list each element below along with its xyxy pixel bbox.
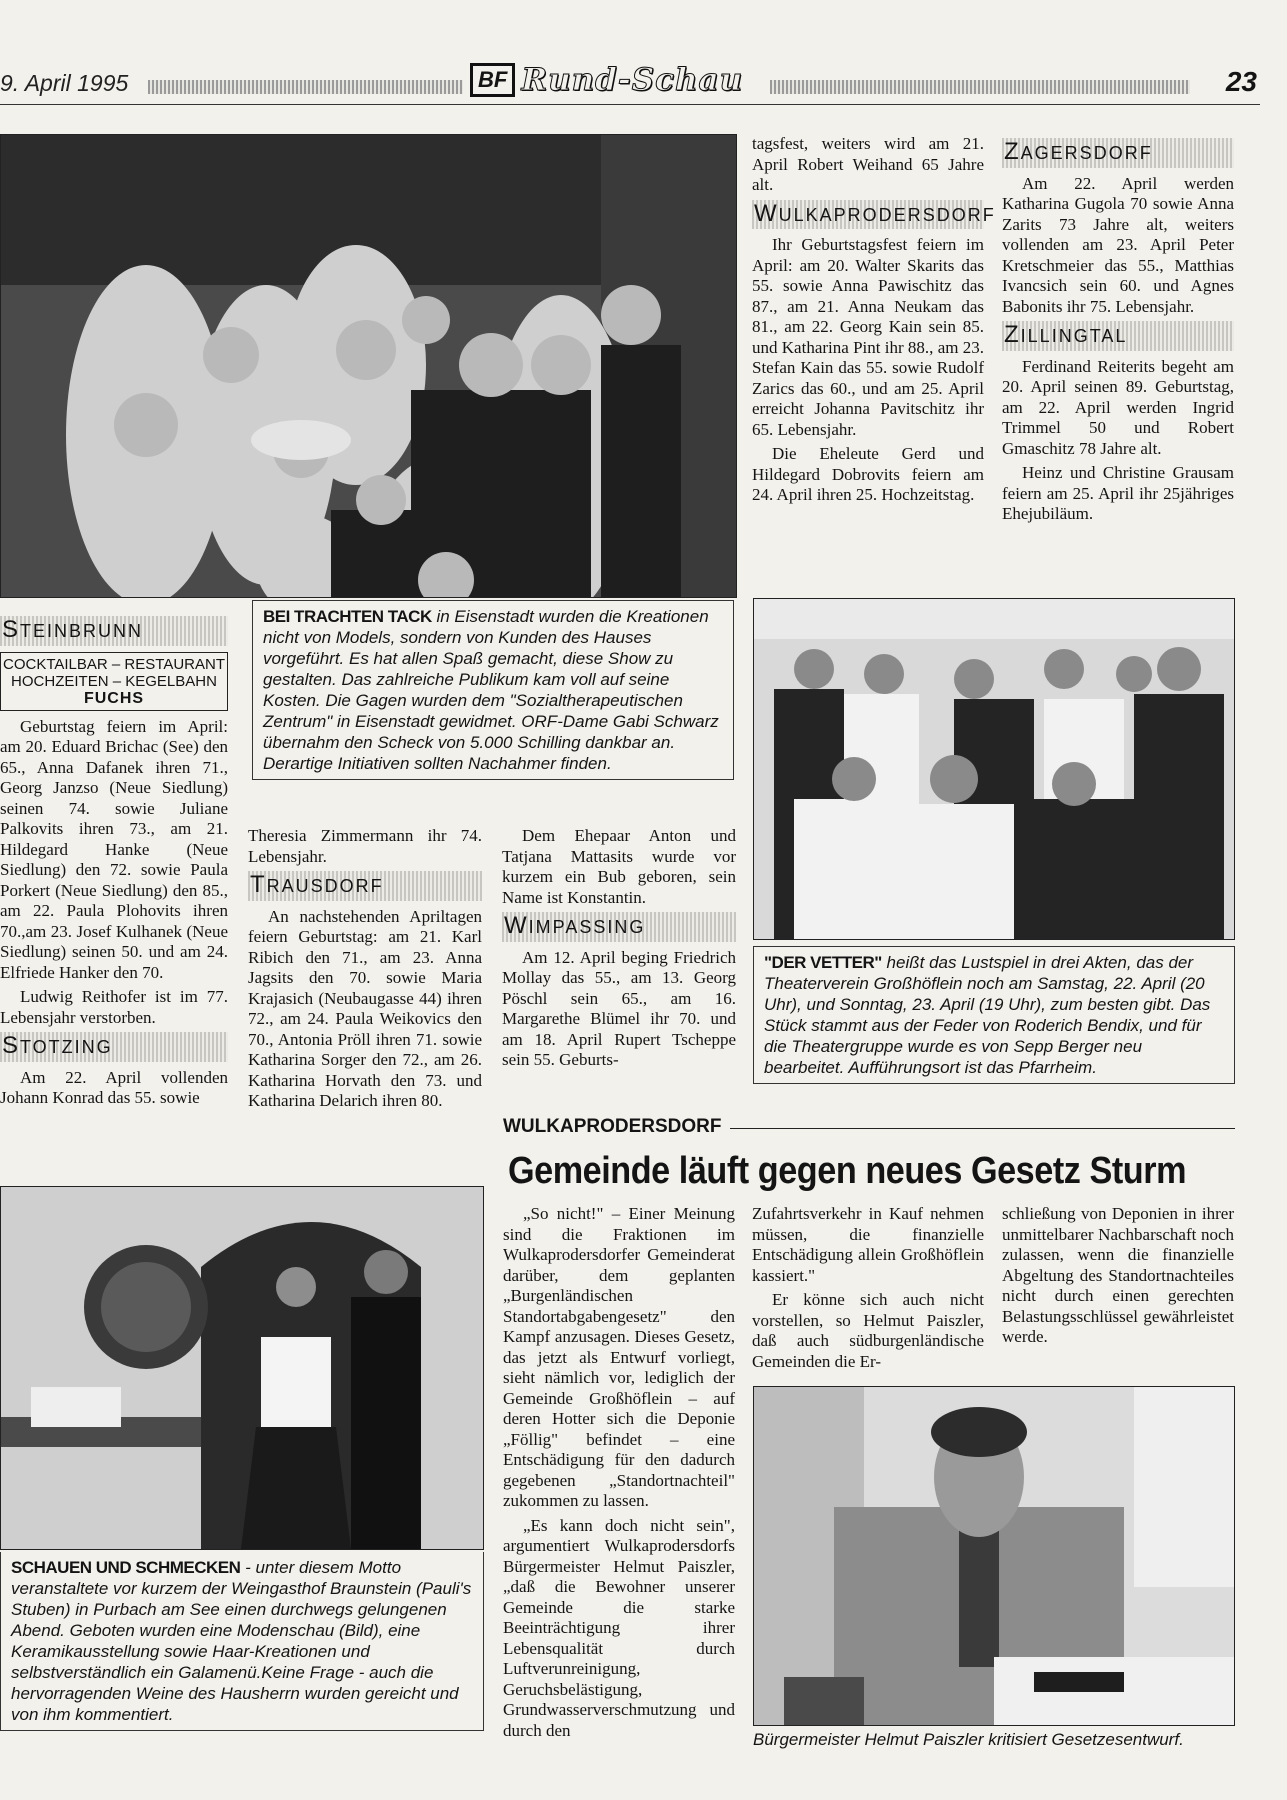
trachten-caption [252, 600, 734, 780]
rund-schau-title: Rund-Schau [521, 62, 744, 98]
header-rule-left [148, 80, 463, 94]
masthead-logo [470, 62, 743, 98]
bf-logo: BF [470, 63, 515, 97]
kicker-rule [730, 1128, 1235, 1129]
article-column-3 [1002, 1204, 1234, 1352]
article-column-2 [752, 1204, 984, 1376]
theater-group-photo [753, 598, 1235, 940]
section-heading-zagersdorf: ZAGERSDORF [1002, 138, 1234, 168]
zillingtal-birthdays: Ferdinand Reiterits begeht am 20. April seinen 89. Geburtstag, am 22. April werden Ingrid Trimmel 50 und Robert Gmaschitz 78 Jahre alt. [1002, 356, 1234, 458]
mayor-photo [753, 1386, 1235, 1726]
column-top-middle [752, 134, 996, 510]
vetter-caption-text: heißt das Lustspiel in drei Akten, das der Theaterverein Großhöflein noch am Samstag, 22. April (20 Uhr), und Sonntag, 23. April (19 Uhr), zum besten gibt. Das Stück stammt aus der Feder von Roderich Bendix, und für die Theatergruppe wurde es von Sepp Berger neu bearbeitet. Aufführungsort ist das Pfarrheim. [764, 953, 1211, 1077]
grausam-anniversary: Heinz und Christine Grausam feiern am 25. April ihr 25jähriges Ehejubiläum. [1002, 463, 1234, 523]
braunstein-caption [0, 1552, 484, 1731]
column-middle-2 [502, 826, 736, 1075]
page-number: 23 [1225, 66, 1257, 97]
vetter-caption-lead: "DER VETTER" [764, 953, 882, 972]
stotzing-birthdays: Am 22. April vollenden Johann Konrad das 55. sowie [0, 1067, 228, 1107]
trausdorf-birthdays: An nachstehenden Apriltagen feiern Geburtstag: am 21. Karl Ribich den 71., am 23. Anna Jagsits den 70. sowie Maria Krajasich (Neubaugasse 44) ihren 72., am 24. Paula Weikovics den 70., Antonia Pröll ihren 71. sowie Katharina Sorger den 72., am 26. Katharina Horvath den 73. und Katharina Delarich ihren 80. [248, 906, 482, 1110]
dobrovits-anniversary: Die Eheleute Gerd und Hildegard Dobrovits feiern am 24. April ihren 25. Hochzeitstag. [752, 444, 984, 504]
issue-date: 9. April 1995 [0, 70, 129, 96]
article-column-1 [503, 1204, 735, 1745]
column-left [0, 612, 228, 1113]
trachten-caption-lead: BEI TRACHTEN TACK [263, 607, 432, 626]
article-paragraph-3: Zufahrtsverkehr in Kauf nehmen müssen, die finanzielle Entschädigung allein Großhöflein kassiert." [752, 1204, 984, 1285]
braunstein-photo [0, 1186, 484, 1550]
section-heading-wulkaprodersdorf: WULKAPRODERSDORF [752, 200, 984, 230]
section-heading-steinbrunn: STEINBRUNN [0, 616, 228, 646]
article-paragraph-4: Er könne sich auch nicht vorstellen, so Helmut Paiszler, daß auch südburgenländische Gemeinden die Er- [752, 1290, 984, 1371]
mattasits-birth: Dem Ehepaar Anton und Tatjana Mattasits wurde vor kurzem ein Bub geboren, sein Name ist Konstantin. [502, 826, 736, 907]
article-paragraph-1: „So nicht!" – Einer Meinung sind die Fraktionen im Wulkaprodersdorfer Gemeinderat darüber, dem geplanten „Burgenländischen Standortabgabengesetz" den Kampf anzusagen. Dieses Gesetz, das jetzt als Entwurf vorliegt, sieht nämlich vor, lediglich der Gemeinde Großhöflein – auf deren Hotter sich die Deponie „Föllig" befindet – eine Entschädigung für den dadurch gegebenen „Standortnachteil" zukommen zu lassen. [503, 1204, 735, 1510]
mayor-photo-caption: Bürgermeister Helmut Paiszler kritisiert Gesetzesentwurf. [753, 1730, 1184, 1749]
steinbrunn-birthdays: Geburtstag feiern im April: am 20. Eduard Brichac (See) den 65., Anna Dafanek ihren 71., Georg Janzso (Neue Siedlung) seinen 74. sowie Juliane Palkovits ihren 73., am 21. Hildegard Hanke (Neue Siedlung) den 72. sowie Paula Porkert (Neue Siedlung) den 85., am 22. Paula Plohovits ihren 70.,am 23. Josef Kulhanek (Neue Siedlung) seinen 50. und am 24. Elfriede Hanker den 70. [0, 716, 228, 982]
section-heading-stotzing: STOTZING [0, 1032, 228, 1062]
column-top-right [1002, 134, 1234, 529]
wimpassing-birthdays: Am 12. April beging Friedrich Mollay das 55., am 13. Georg Pöschl sein 65., am 16. Margarethe Blümel ihr 70. und am 18. April Rupert Tscheppe sein 55. Geburts- [502, 947, 736, 1069]
ad-line-hochzeiten: HOCHZEITEN – KEGELBAHN [11, 672, 217, 690]
weihand-paragraph: tagsfest, weiters wird am 21. April Robert Weihand 65 Jahre alt. [752, 134, 984, 194]
section-heading-zillingtal: ZILLINGTAL [1002, 321, 1234, 351]
header-rule-right [770, 80, 1190, 94]
trachten-caption-text: in Eisenstadt wurden die Kreationen nicht von Models, sondern von Kunden des Hauses vorgeführt. Es hat allen Spaß gemacht, diese Show zu gestalten. Das zahlreiche Publikum kam voll auf seine Kosten. Die Gagen wurden dem "Sozialtherapeutischen Zentrum" in Eisenstadt gewidmet. ORF-Dame Gabi Schwarz übernahm den Scheck von 5.000 Schilling dankbar an. Derartige Initiativen sollten Nachahmer finden. [263, 607, 719, 773]
article-kicker: WULKAPRODERSDORF [503, 1116, 722, 1137]
trachten-group-photo [0, 134, 737, 598]
header-underline [0, 104, 1260, 105]
ad-line-fuchs: FUCHS [83, 689, 145, 707]
column-middle-1 [248, 826, 482, 1116]
vetter-caption [753, 946, 1235, 1084]
fuchs-advertisement [0, 652, 228, 711]
zagersdorf-birthdays: Am 22. April werden Katharina Gugola 70 sowie Anna Zarits 73 Jahre alt, weiters vollenden am 23. April Peter Kretschmeier das 55., Matthias Ivancsich sein 60. und Agnes Babonits ihr 75. Lebensjahr. [1002, 173, 1234, 316]
wulkaprodersdorf-birthdays: Ihr Geburtstagsfest feiern im April: am 20. Walter Skarits das 55. sowie Anna Pawischitz das 87., am 21. Anna Neukam das 81., am 22. Georg Kain sein 85. und Katharina Pint ihr 88., am 23. Stefan Kain das 55. sowie Rudolf Zarics das 60., und am 25. April erreicht Johanna Pavitschitz ihr 65. Lebensjahr. [752, 235, 984, 439]
braunstein-caption-lead: SCHAUEN UND SCHMECKEN [11, 1558, 241, 1577]
ad-line-cocktailbar: COCKTAILBAR – RESTAURANT [3, 655, 225, 673]
article-paragraph-2: „Es kann doch nicht sein", argumentiert Wulkaprodersdorfs Bürgermeister Helmut Paiszler, „daß die Bewohner unserer Gemeinde die starke Beeinträchtigung ihrer Lebensqualität durch Luftverunreinigung, Geruchsbelästigung, Grundwasserverschmutzung und durch den [503, 1515, 735, 1740]
braunstein-caption-text: - unter diesem Motto veranstaltete vor kurzem der Weingasthof Braunstein (Pauli's Stuben) in Purbach am See einen durchwegs gelungenen Abend. Geboten wurden eine Modenschau (Bild), eine Keramikausstellung sowie Haar-Kreationen und selbstverständlich ein Galamenü.Keine Frage - auch die hervorragenden Weine des Hausherrn wurden gereicht und von ihm kommentiert. [11, 1558, 472, 1724]
zimmermann-paragraph: Theresia Zimmermann ihr 74. Lebensjahr. [248, 826, 482, 866]
reithofer-obituary: Ludwig Reithofer ist im 77. Lebensjahr verstorben. [0, 987, 228, 1027]
section-heading-trausdorf: TRAUSDORF [248, 871, 482, 901]
article-headline: Gemeinde läuft gegen neues Gesetz Sturm [508, 1150, 1187, 1192]
article-paragraph-5: schließung von Deponien in ihrer unmittelbarer Nachbarschaft noch zulassen, wenn die finanzielle Abgeltung des Standortnachteiles nicht durch einen gerechten Belastungsschlüssel gewährleistet werde. [1002, 1204, 1234, 1346]
section-heading-wimpassing: WIMPASSING [502, 912, 736, 942]
